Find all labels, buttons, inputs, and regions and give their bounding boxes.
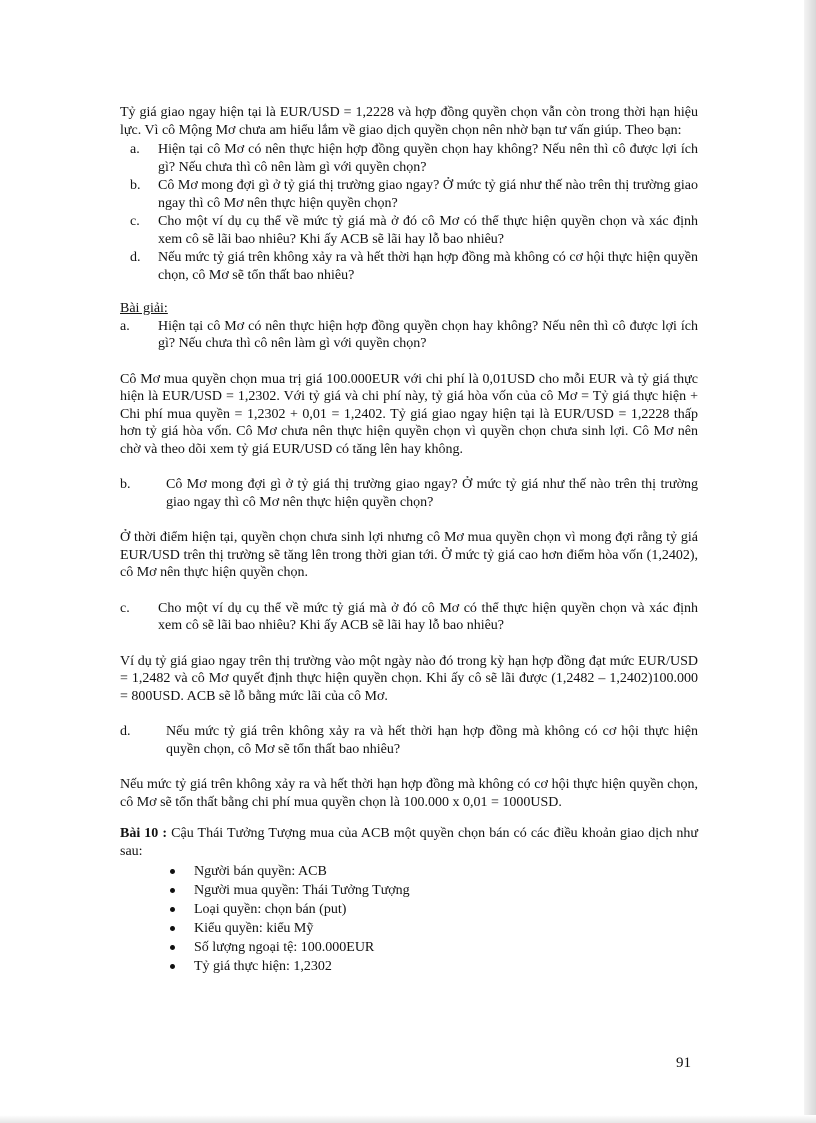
question-label: b. (130, 178, 141, 193)
answer-question-d (120, 723, 698, 758)
term-text: Tỷ giá thực hiện: 1,2302 (194, 959, 332, 974)
term-text: Loại quyền: chọn bán (put) (194, 902, 347, 917)
question-text: Nếu mức tỷ giá trên không xảy ra và hết thời hạn hợp đồng mà không có cơ hội thực hiện quyền chọn, cô Mơ sẽ tổn thất bao nhiêu? (158, 250, 698, 283)
answer-text-d: Nếu mức tỷ giá trên không xảy ra và hết thời hạn hợp đồng mà không có cơ hội thực hiện quyền chọn, cô Mơ sẽ tổn thất bằng chi phí mua quyền chọn là 100.000 x 0,01 = 1000USD. (120, 777, 698, 810)
page-number: 91 (676, 1055, 691, 1071)
answer-label: a. (120, 318, 130, 334)
question-text: Hiện tại cô Mơ có nên thực hiện hợp đồng quyền chọn hay không? Nếu nên thì cô được lợi ích gì? Nếu chưa thì cô nên làm gì với quyền chọn? (158, 142, 698, 175)
answer-label: d. (120, 724, 131, 739)
term-item (120, 900, 698, 919)
answer-text-b: Ở thời điểm hiện tại, quyền chọn chưa sinh lợi nhưng cô Mơ mua quyền chọn vì mong đợi rằng tỷ giá EUR/USD trên thị trường sẽ tăng lên trong thời gian tới. Ở mức tỷ giá cao hơn điểm hòa vốn (1,2402), cô Mơ nên thực hiện quyền chọn. (120, 530, 698, 580)
exercise-10-intro (120, 825, 698, 860)
answer-question-text: Hiện tại cô Mơ có nên thực hiện hợp đồng quyền chọn hay không? Nếu nên thì cô được lợi ích gì? Nếu chưa thì cô nên làm gì với quyền chọn? (158, 318, 698, 351)
answer-question-text: Cô Mơ mong đợi gì ở tỷ giá thị trường giao ngay? Ở mức tỷ giá như thế nào trên thị trường giao ngay thì cô Mơ nên thực hiện quyền chọn? (166, 477, 698, 510)
page-edge-right (804, 0, 816, 1123)
term-text: Người mua quyền: Thái Tưởng Tượng (194, 883, 410, 898)
page-edge-bottom (0, 1115, 816, 1123)
exercise-10-title: Bài 10 : (120, 826, 168, 841)
bullet-icon (170, 926, 175, 931)
term-text: Người bán quyền: ACB (194, 864, 327, 879)
answer-label: c. (120, 600, 130, 616)
bullet-icon (170, 907, 175, 912)
question-label: d. (130, 250, 141, 265)
answer-text-c: Ví dụ tỷ giá giao ngay trên thị trường vào một ngày nào đó trong kỳ hạn hợp đồng đạt mức EUR/USD = 1,2482 và cô Mơ quyết định thực hiện quyền chọn. Khi ấy cô sẽ lãi được (1,2482 – 1,2402)100.000 = 800USD. ACB sẽ lỗ bằng mức lãi của cô Mơ. (120, 653, 698, 704)
bullet-icon (170, 888, 175, 893)
answer-question-c (120, 600, 698, 635)
term-text: Số lượng ngoại tệ: 100.000EUR (194, 940, 375, 955)
question-label: c. (130, 214, 140, 229)
answer-question-a (120, 318, 698, 353)
question-label: a. (130, 142, 140, 157)
exercise-10-terms (120, 862, 698, 976)
intro-paragraph: Tỷ giá giao ngay hiện tại là EUR/USD = 1,2228 và hợp đồng quyền chọn vẫn còn trong thời hạn hiệu lực. Vì cô Mộng Mơ chưa am hiểu lắm về giao dịch quyền chọn nên nhờ bạn tư vấn giúp. Theo bạn: (120, 105, 698, 138)
question-list (120, 141, 698, 284)
question-item (120, 249, 698, 284)
answer-question-text: Nếu mức tỷ giá trên không xảy ra và hết thời hạn hợp đồng mà không có cơ hội thực hiện quyền chọn, cô Mơ sẽ tổn thất bao nhiêu? (166, 724, 698, 757)
term-item (120, 957, 698, 976)
question-text: Cô Mơ mong đợi gì ở tỷ giá thị trường giao ngay? Ở mức tỷ giá như thế nào trên thị trường giao ngay thì cô Mơ nên thực hiện quyền chọn? (158, 178, 698, 211)
term-item (120, 881, 698, 900)
term-item (120, 919, 698, 938)
document-body (120, 104, 698, 976)
answer-question-text: Cho một ví dụ cụ thể về mức tỷ giá mà ở đó cô Mơ có thể thực hiện quyền chọn và xác định xem cô sẽ lãi bao nhiêu? Khi ấy ACB sẽ lãi hay lỗ bao nhiêu? (158, 600, 698, 633)
bullet-icon (170, 964, 175, 969)
term-text: Kiểu quyền: kiểu Mỹ (194, 921, 314, 936)
term-item (120, 938, 698, 957)
question-item (120, 213, 698, 248)
solution-heading: Bài giải: (120, 301, 168, 316)
answer-question-b (120, 476, 698, 511)
question-item (120, 177, 698, 212)
bullet-icon (170, 869, 175, 874)
answer-text-a: Cô Mơ mua quyền chọn mua trị giá 100.000EUR với chi phí là 0,01USD cho mỗi EUR và tỷ giá thực hiện là EUR/USD = 1,2302. Với tỷ giá và chi phí này, tỷ giá hòa vốn của cô Mơ = Tỷ giá thực hiện + Chi phí mua quyền = 1,2302 + 0,01 = 1,2402. Tỷ giá giao ngay hiện tại là EUR/USD = 1,2228 thấp hơn tỷ giá hòa vốn. Cô Mơ chưa nên thực hiện quyền chọn vì quyền chọn chưa sinh lợi. Cô Mơ nên chờ và theo dõi xem tỷ giá EUR/USD có tăng lên hay không. (120, 371, 698, 457)
question-text: Cho một ví dụ cụ thể về mức tỷ giá mà ở đó cô Mơ có thể thực hiện quyền chọn và xác định xem cô sẽ lãi bao nhiêu? Khi ấy ACB sẽ lãi hay lỗ bao nhiêu? (158, 214, 698, 247)
question-item (120, 141, 698, 176)
term-item (120, 862, 698, 881)
bullet-icon (170, 945, 175, 950)
exercise-10-text: Cậu Thái Tưởng Tượng mua của ACB một quyền chọn bán có các điều khoản giao dịch như sau: (120, 826, 699, 859)
answer-label: b. (120, 477, 131, 492)
